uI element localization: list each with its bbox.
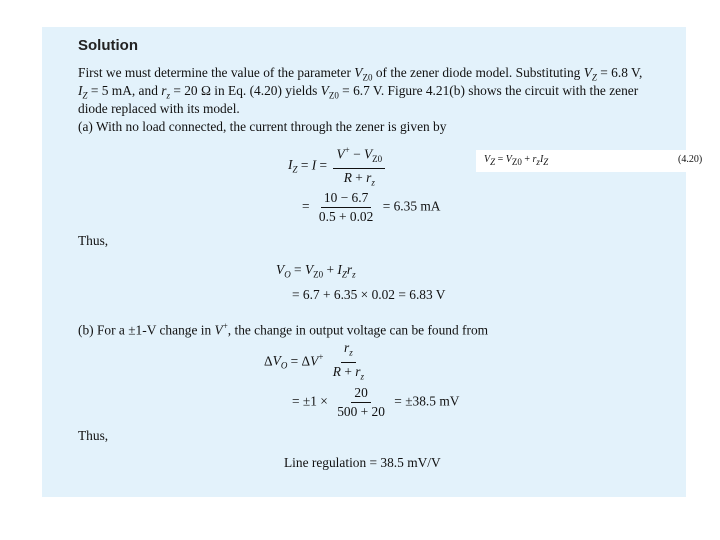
eq2-result: = 6.35 mA — [382, 198, 441, 214]
intro-line-1: First we must determine the value of the parameter $V_{Z0}$ of the zener diode model. Substituting $V_Z = 6.8$ V, — [78, 65, 643, 83]
equation-reference-box — [476, 150, 716, 172]
eq2-denominator: 0.5 + 0.02 — [318, 209, 374, 224]
part-b-text: (b) For a ±1-V change in V+, the change in output voltage can be found from — [78, 321, 489, 338]
equation-zener-current-value: = $\frac{10 - 6.7}{0.5 + 0.02}$ = 6.35 mA — [302, 190, 441, 224]
equation-output-voltage: $V_O = V_{Z0} + I_Zr_z$ — [276, 262, 356, 280]
eq5-denominator: 500 + 20 — [337, 404, 385, 419]
equation-delta-vo: $\Delta V_O = \Delta V^+$ $\frac{r_z}{R + r_z}$ — [264, 340, 364, 382]
eq5-numerator: 20 — [351, 385, 370, 403]
eq5-result: = ±38.5 mV — [394, 393, 460, 409]
intro-line-3: diode replaced with its model. — [78, 101, 240, 116]
equation-output-voltage-value: = 6.7 + 6.35 × 0.02 = 6.83 V — [292, 287, 446, 302]
intro-line-2: $I_Z = 5$ mA, and $r_z = 20$ Ω in Eq. (4.20) yields $V_{Z0} = 6.7$ V. Figure 4.21(b) shows the circuit with the zener — [78, 83, 639, 101]
thus-1: Thus, — [78, 233, 109, 248]
reference-number: (4.20) — [678, 154, 703, 165]
part-a-text: (a) With no load connected, the current through the zener is given by — [78, 119, 447, 134]
solution-heading: Solution — [78, 37, 138, 54]
eq2-numerator: 10 − 6.7 — [321, 190, 371, 208]
eq5-prefix: = ±1 × — [292, 393, 328, 409]
equation-zener-current: $I_Z = I$ = $\frac{V^+ - V_{Z0}}{R + r_z}$ — [288, 142, 388, 191]
equation-delta-vo-value — [292, 385, 459, 420]
equation-line-regulation: Line regulation = 38.5 mV/V — [284, 455, 441, 470]
reference-formula: $V_Z = V_{Z0} + r_zI_Z$ — [484, 154, 549, 167]
thus-2: Thus, — [78, 428, 109, 443]
